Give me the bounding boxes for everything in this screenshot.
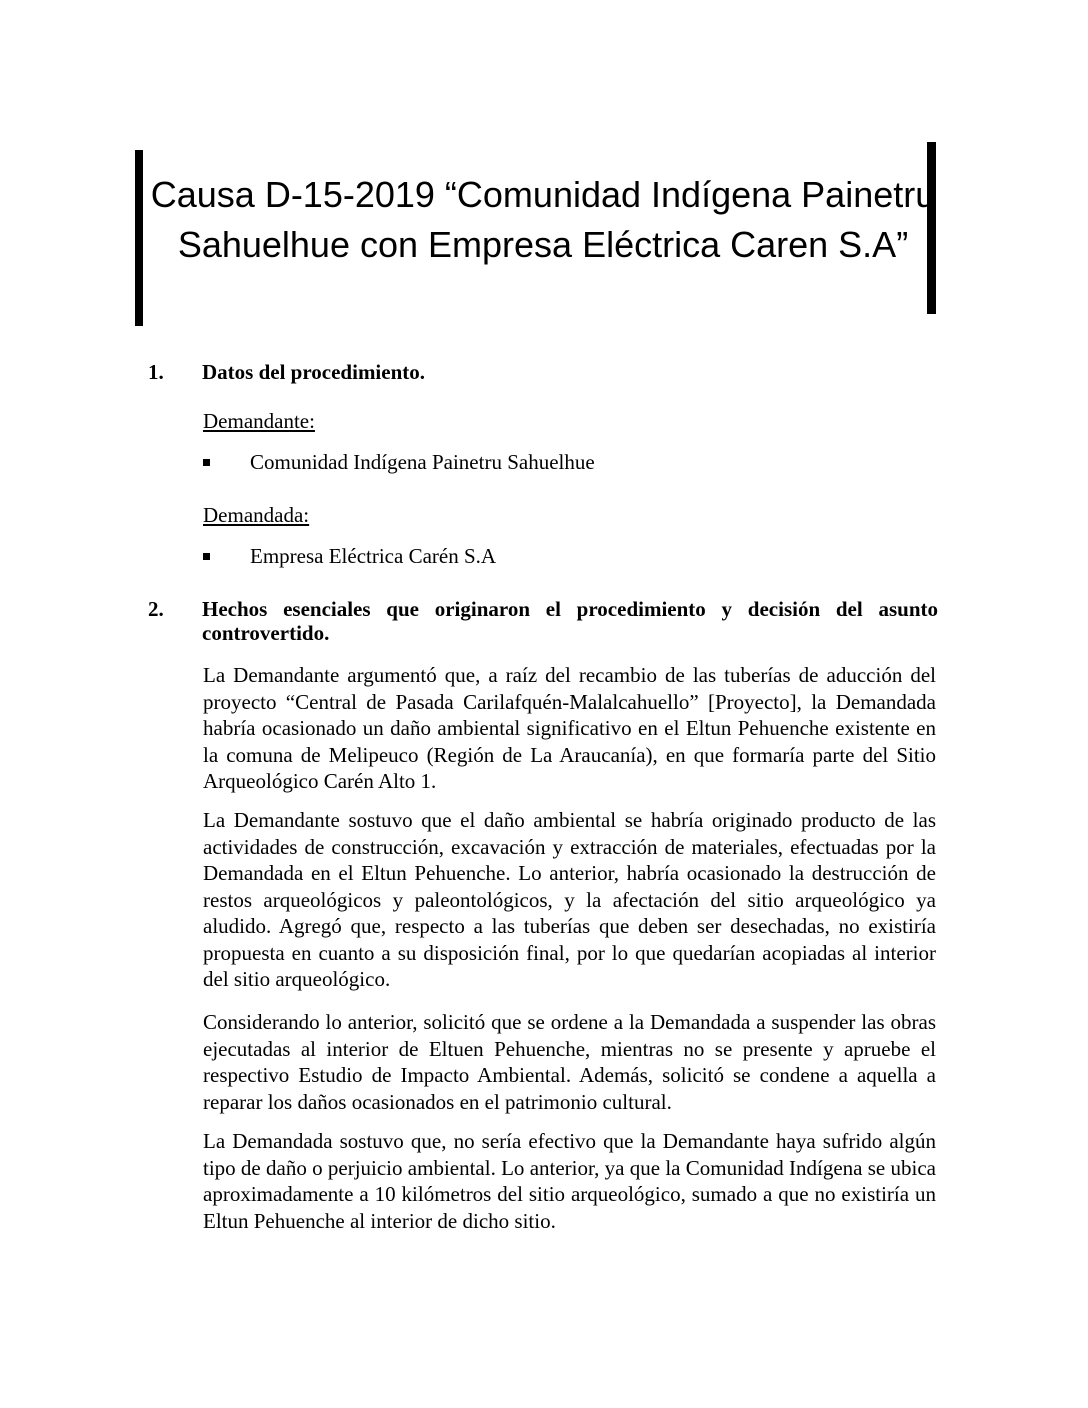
paragraph: La Demandada sostuvo que, no sería efectivo que la Demandante haya sufrido algún tipo de daño o perjuicio ambiental. Lo anterior, ya que la Comunidad Indígena se ubica aproximadamente a 10 kilómetros del sitio arqueológico, sumado a que no existiría un Eltun Pehuenche al interior de dicho sitio. [203, 1129, 936, 1233]
paragraph: Considerando lo anterior, solicitó que se ordene a la Demandada a suspender las obras ejecutadas al interior de Eltuen Pehuenche, mientras no se presente y apruebe el respectivo Estudio de Impacto Ambiental. Además, solicitó se condene a aquella a reparar los daños ocasionados en el patrimonio cultural. [203, 1010, 936, 1114]
demandada-label: Demandada: [203, 503, 310, 527]
paragraph: La Demandante sostuvo que el daño ambiental se habría originado producto de las actividades de construcción, excavación y extracción de materiales, efectuadas por la Demandada en el Eltun Pehuenche. Lo anterior, habría ocasionado la destrucción de restos arqueológicos y paleontológicos, y la afectación del sitio arqueológico ya aludido. Agregó que, respecto a las tuberías que deben ser desechadas, no existiría propuesta en cuanto a su disposición final, por lo que quedarían acopiadas al interior del sitio arqueológico. [203, 808, 936, 991]
title-line-2: Sahuelhue con Empresa Eléctrica Caren S.A” [177, 224, 909, 265]
demandante-name: Comunidad Indígena Painetru Sahuelhue [250, 450, 595, 474]
demandante-item [203, 450, 595, 475]
paragraph: La Demandante argumentó que, a raíz del recambio de las tuberías de aducción del proyecto “Central de Pasada Carilafquén-Malalcahuello” [Proyecto], la Demandada habría ocasionado un daño ambiental significativo en el Eltun Pehuenche existente en la comuna de Melipeuco (Región de La Araucanía), en que formaría parte del Sitio Arqueológico Carén Alto 1. [203, 663, 936, 793]
demandada-item [203, 544, 496, 569]
section-number: 1. [148, 360, 164, 384]
demandada-name: Empresa Eléctrica Carén S.A [250, 544, 497, 568]
bullet-icon [203, 459, 210, 466]
document-title [148, 170, 938, 270]
section-number: 2. [148, 597, 164, 621]
section-title: Datos del procedimiento. [202, 360, 426, 384]
title-left-bar [135, 150, 143, 326]
title-line-1: Causa D-15-2019 “Comunidad Indígena Painetru [150, 174, 936, 215]
demandante-label: Demandante: [203, 409, 315, 433]
section-title: Hechos esenciales que originaron el procedimiento y decisión del asunto controvertido. [202, 597, 938, 645]
section-1-heading [148, 360, 938, 384]
bullet-icon [203, 553, 210, 560]
section-2-heading [148, 597, 938, 645]
